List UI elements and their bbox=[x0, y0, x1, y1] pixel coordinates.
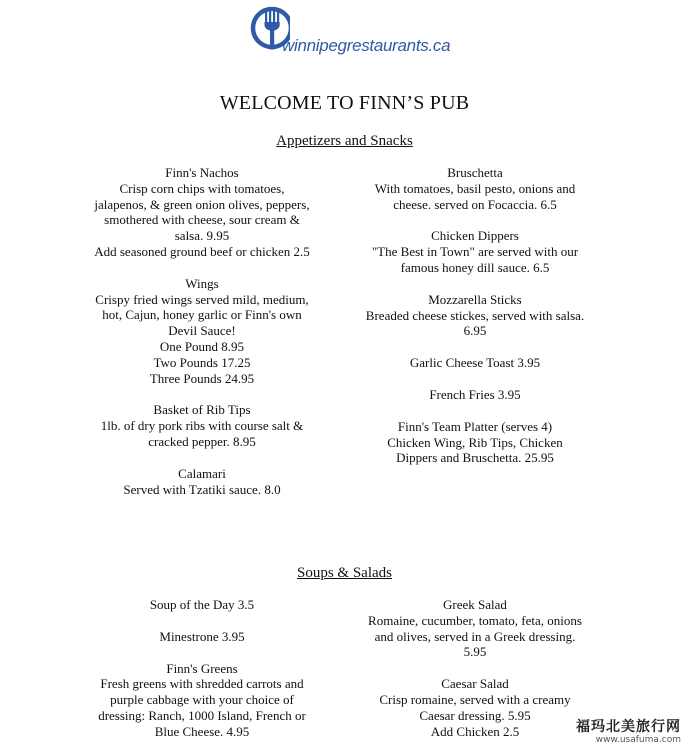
appetizers-right-column bbox=[355, 165, 595, 482]
menu-item-description-line: With tomatoes, basil pesto, onions and bbox=[374, 180, 576, 196]
menu-item-name: Calamari bbox=[178, 465, 226, 481]
menu-item-description-line: Dippers and Bruschetta. 25.95 bbox=[396, 450, 554, 466]
menu-item bbox=[82, 597, 322, 613]
menu-item-description-line: 5.95 bbox=[463, 644, 487, 660]
menu-item-description-line: One Pound 8.95 bbox=[159, 338, 245, 354]
menu-item-description-line: cheese. served on Focaccia. 6.5 bbox=[393, 196, 557, 212]
watermark-url: www.usafuma.com bbox=[595, 735, 681, 745]
menu-item-name: Wings bbox=[185, 275, 219, 291]
menu-item-name: Caesar Salad bbox=[441, 676, 509, 692]
menu-item-description-line: Served with Tzatiki sauce. 8.0 bbox=[123, 481, 281, 497]
menu-item bbox=[355, 597, 595, 660]
menu-item-description-line: Crispy fried wings served mild, medium, bbox=[95, 291, 309, 307]
menu-item bbox=[355, 228, 595, 275]
menu-item-name: French Fries 3.95 bbox=[429, 386, 521, 402]
menu-item-name: Finn's Greens bbox=[166, 660, 238, 676]
menu-item-description-line: Add seasoned ground beef or chicken 2.5 bbox=[94, 243, 310, 259]
menu-item-name: Mozzarella Sticks bbox=[428, 291, 522, 307]
menu-item-name: Greek Salad bbox=[443, 597, 507, 612]
menu-item-description-line: Chicken Wing, Rib Tips, Chicken bbox=[387, 434, 563, 450]
menu-item bbox=[355, 355, 595, 371]
watermark bbox=[576, 716, 681, 745]
menu-item-description-line: Romaine, cucumber, tomato, feta, onions bbox=[368, 612, 582, 628]
appetizers-left-column bbox=[82, 165, 322, 513]
menu-item-description-line: famous honey dill sauce. 6.5 bbox=[400, 259, 550, 275]
menu-item bbox=[82, 402, 322, 449]
appetizers-heading: Appetizers and Snacks bbox=[276, 133, 413, 149]
menu-item-description-line: dressing: Ranch, 1000 Island, French or bbox=[98, 707, 306, 723]
menu-item bbox=[82, 629, 322, 645]
soups-heading: Soups & Salads bbox=[296, 565, 392, 581]
menu-item-description-line: salsa. 9.95 bbox=[174, 228, 230, 244]
menu-item-name: Garlic Cheese Toast 3.95 bbox=[409, 355, 541, 371]
menu-item-description-line: Crisp corn chips with tomatoes, bbox=[119, 180, 285, 196]
menu-item-name: Bruschetta bbox=[447, 165, 503, 180]
logo-text: winnipegrestaurants.ca bbox=[282, 36, 451, 55]
menu-item-name: Finn's Nachos bbox=[165, 165, 239, 180]
menu-item-description-line: Add Chicken 2.5 bbox=[430, 723, 520, 739]
menu-item bbox=[355, 387, 595, 403]
soups-right-column bbox=[355, 597, 595, 755]
menu-item-description-line: Three Pounds 24.95 bbox=[149, 370, 255, 386]
menu-item-description-line: "The Best in Town" are served with our bbox=[371, 244, 579, 260]
menu-item-name: Chicken Dippers bbox=[431, 228, 519, 244]
menu-item bbox=[82, 661, 322, 740]
menu-item bbox=[82, 276, 322, 387]
menu-item-description-line: jalapenos, & green onion olives, peppers, bbox=[94, 196, 310, 212]
menu-item-description-line: hot, Cajun, honey garlic or Finn's own bbox=[102, 307, 302, 323]
menu-item-description-line: purple cabbage with your choice of bbox=[110, 692, 294, 708]
menu-item-description-line: and olives, served in a Greek dressing. bbox=[374, 628, 576, 644]
menu-item-description-line: 1lb. of dry pork ribs with course salt & bbox=[100, 418, 304, 434]
soups-left-column bbox=[82, 597, 322, 756]
menu-item-name: Minestrone 3.95 bbox=[159, 628, 245, 644]
menu-item-description-line: Two Pounds 17.25 bbox=[153, 354, 251, 370]
menu-item bbox=[355, 419, 595, 466]
menu-item bbox=[355, 165, 595, 212]
menu-item-description-line: 6.95 bbox=[463, 323, 487, 339]
menu-item-description-line: Breaded cheese stickes, served with salsa. bbox=[365, 307, 585, 323]
menu-item bbox=[355, 292, 595, 339]
menu-item-name: Finn's Team Platter (serves 4) bbox=[397, 418, 553, 434]
site-logo[interactable] bbox=[250, 4, 451, 56]
menu-item-name: Soup of the Day 3.5 bbox=[149, 597, 255, 612]
page-title: WELCOME TO FINN’S PUB bbox=[219, 92, 470, 114]
menu-item-description-line: Devil Sauce! bbox=[168, 323, 236, 339]
menu-item bbox=[82, 165, 322, 260]
watermark-chinese-text: 福玛北美旅行网 bbox=[576, 719, 681, 735]
menu-item-description-line: smothered with cheese, sour cream & bbox=[104, 212, 300, 228]
menu-item bbox=[355, 676, 595, 739]
menu-item-description-line: Caesar dressing. 5.95 bbox=[419, 707, 531, 723]
menu-item-description-line: Blue Cheese. 4.95 bbox=[154, 723, 250, 739]
menu-item-description-line: Crisp romaine, served with a creamy bbox=[379, 691, 571, 707]
menu-item-description-line: Fresh greens with shredded carrots and bbox=[100, 676, 304, 692]
menu-item-description-line: cracked pepper. 8.95 bbox=[148, 433, 256, 449]
menu-item-name: Basket of Rib Tips bbox=[153, 402, 251, 418]
menu-item bbox=[82, 466, 322, 498]
